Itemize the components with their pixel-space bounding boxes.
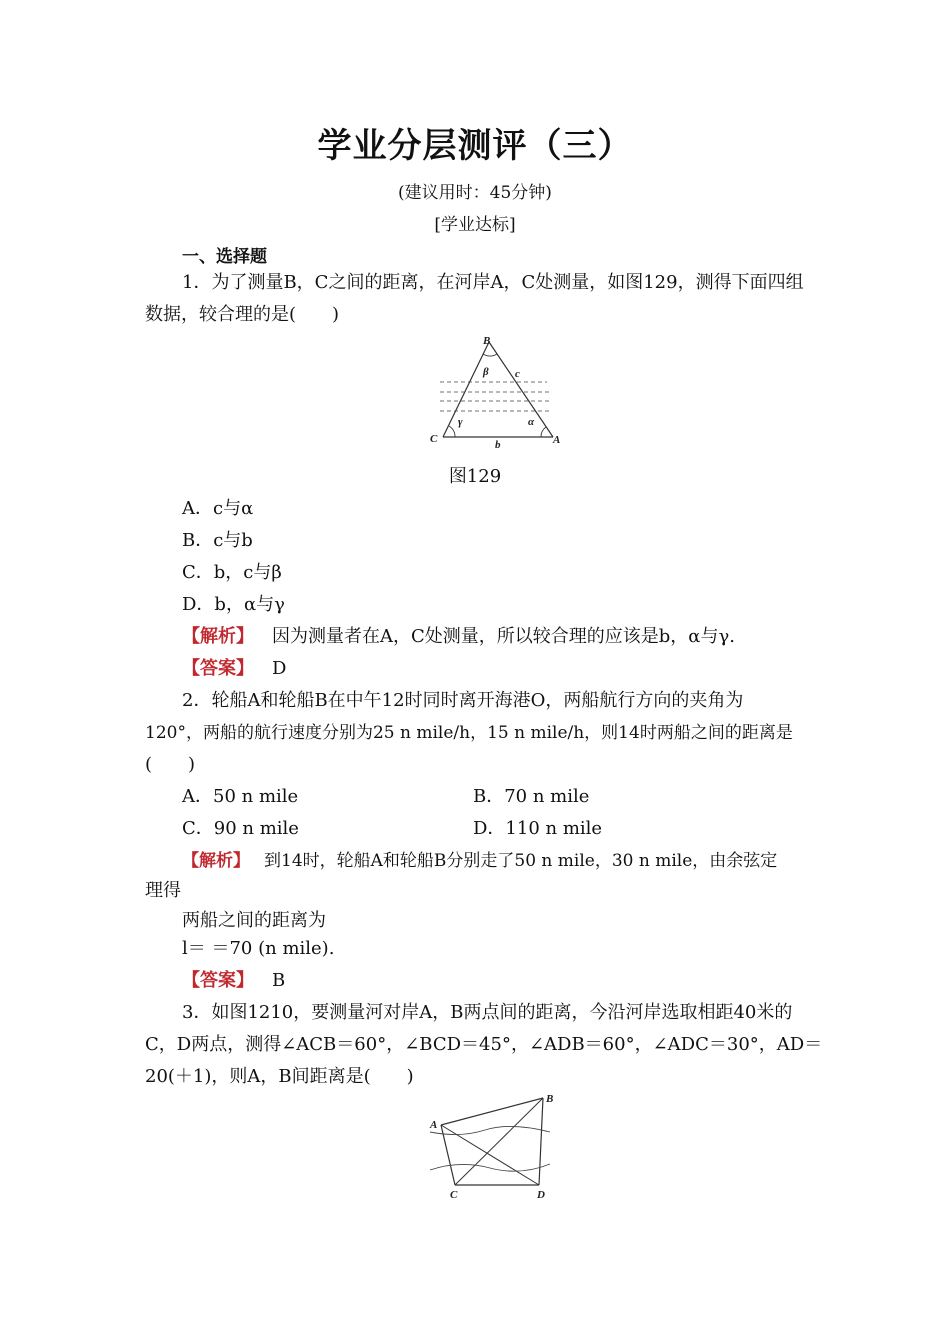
q2-answer bbox=[182, 966, 285, 992]
q2-option-b: B．70 n mile bbox=[473, 786, 590, 807]
q1-answer-value: D bbox=[272, 658, 287, 679]
q1-line2: 数据，较合理的是( ) bbox=[145, 304, 340, 325]
q1-caption: 图129 bbox=[448, 466, 502, 487]
q3-figure bbox=[425, 1090, 565, 1205]
q1-label-alpha: α bbox=[528, 416, 535, 428]
q2-line2: 120°，两船的航行速度分别为25 n mile/h，15 n mile/h，则14时两船之间的距离是 bbox=[145, 723, 793, 743]
q2-line1: 2．轮船A和轮船B在中午12时同时离开海港O，两船航行方向的夹角为 bbox=[182, 690, 744, 711]
q1-label-gamma: γ bbox=[458, 416, 463, 428]
q1-label-B: B bbox=[483, 335, 491, 347]
q1-option-c: C．b，c与β bbox=[182, 562, 282, 583]
q2-analysis-line3: 两船之间的距离为 bbox=[182, 910, 326, 931]
q2-analysis bbox=[182, 846, 777, 871]
section-label: [学业达标] bbox=[434, 215, 516, 235]
q2-analysis-tag: 【解析】 bbox=[182, 851, 250, 871]
q2-option-c: C．90 n mile bbox=[182, 818, 299, 839]
q1-label-C: C bbox=[430, 433, 438, 445]
q2-analysis-line2: 理得 bbox=[145, 880, 181, 901]
q1-analysis bbox=[182, 622, 735, 648]
q1-option-a: A．c与α bbox=[182, 498, 254, 519]
q3-line1: 3．如图1210，要测量河对岸A，B两点间的距离，今沿河岸选取相距40米的 bbox=[182, 1002, 793, 1023]
q1-line1: 1．为了测量B，C之间的距离，在河岸A，C处测量，如图129，测得下面四组 bbox=[182, 272, 804, 293]
q3-line2: C，D两点，测得∠ACB＝60°，∠BCD＝45°，∠ADB＝60°，∠ADC＝30°，AD＝ bbox=[145, 1034, 823, 1055]
q3-label-B: B bbox=[546, 1093, 554, 1105]
q2-analysis-text: 到14时，轮船A和轮船B分别走了50 n mile，30 n mile，由余弦定 bbox=[264, 851, 778, 871]
q3-line3: 20(＋1)，则A，B间距离是( ) bbox=[145, 1066, 414, 1087]
q1-label-side-b: b bbox=[495, 439, 501, 451]
time-note: (建议用时：45分钟) bbox=[398, 183, 552, 203]
page-title: 学业分层测评（三） bbox=[317, 126, 633, 166]
q1-option-b: B．c与b bbox=[182, 530, 253, 551]
q1-figure bbox=[425, 332, 565, 452]
q1-analysis-text: 因为测量者在A，C处测量，所以较合理的应该是b，α与γ. bbox=[272, 626, 735, 647]
q2-line3: ( ) bbox=[145, 754, 196, 775]
q1-analysis-tag: 【解析】 bbox=[182, 626, 254, 647]
q1-label-side-c: c bbox=[515, 368, 520, 380]
q3-label-C: C bbox=[450, 1189, 458, 1201]
q2-option-a: A．50 n mile bbox=[182, 786, 299, 807]
q2-analysis-line4: l＝ ＝70 (n mile). bbox=[182, 938, 335, 959]
q1-label-A: A bbox=[553, 434, 561, 446]
q1-label-beta: β bbox=[483, 366, 489, 378]
q2-option-d: D．110 n mile bbox=[473, 818, 603, 839]
q3-label-A: A bbox=[430, 1119, 438, 1131]
q1-answer-tag: 【答案】 bbox=[182, 658, 254, 679]
q2-answer-tag: 【答案】 bbox=[182, 970, 254, 991]
q1-option-d: D．b，α与γ bbox=[182, 594, 285, 615]
q1-answer bbox=[182, 654, 286, 680]
part-heading: 一、选择题 bbox=[182, 247, 267, 267]
q2-answer-value: B bbox=[272, 970, 286, 991]
q3-label-D: D bbox=[537, 1189, 545, 1201]
